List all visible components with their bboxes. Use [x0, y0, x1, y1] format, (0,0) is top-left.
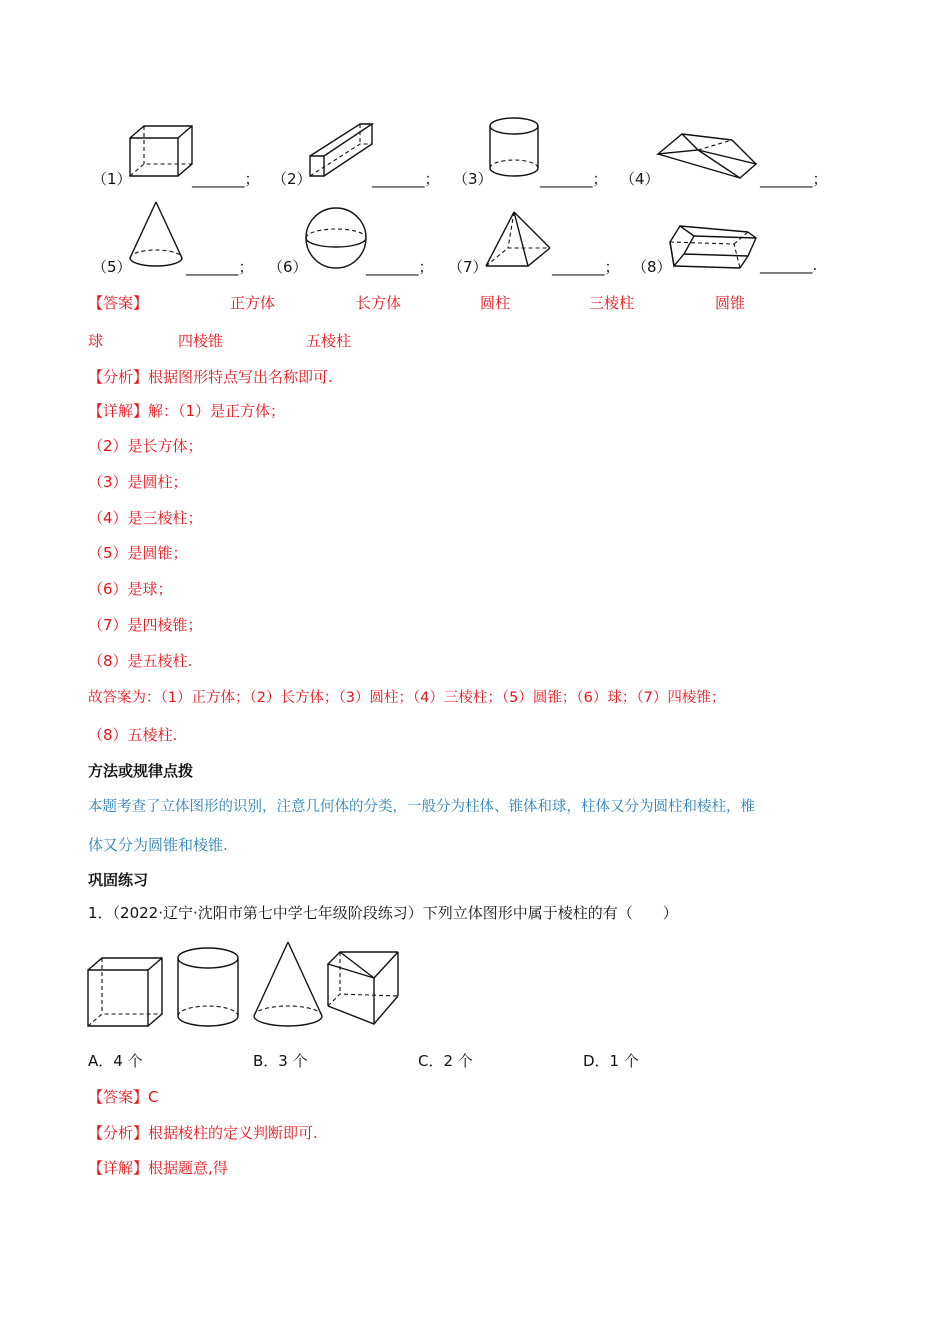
q-label-6: （6） [268, 258, 308, 276]
detail-line-1: 【详解】解：（1）是正方体； [88, 402, 286, 420]
practice-triangular-prism-figure [326, 950, 402, 1026]
practice-cone-figure [252, 940, 324, 1028]
practice-answer: 【答案】C [88, 1088, 159, 1106]
answer-item-2: 长方体 [356, 294, 402, 312]
practice-cube-figure [86, 956, 166, 1030]
answer-item-1: 正方体 [230, 294, 276, 312]
square-pyramid-figure [484, 210, 552, 270]
q-label-7: （7） [448, 258, 488, 276]
answer-tag: 【答案】 [88, 294, 149, 312]
option-d[interactable]: D．1 个 [583, 1052, 639, 1070]
detail-line-2: （2）是长方体； [88, 437, 203, 455]
option-b[interactable]: B．3 个 [253, 1052, 308, 1070]
question-1: 1．（2022·辽宁·沈阳市第七中学七年级阶段练习）下列立体图形中属于棱柱的有（ ） [88, 904, 678, 922]
q-label-8: （8） [632, 258, 672, 276]
cylinder-figure [488, 116, 542, 180]
triangular-prism-figure [656, 132, 760, 180]
method-line-1: 本题考查了立体图形的识别，注意几何体的分类，一般分为柱体、锥体和球，柱体又分为圆柱和棱柱，椎 [88, 799, 755, 815]
cuboid-figure [308, 122, 374, 178]
answer-blank-4[interactable]: _______； [760, 170, 828, 188]
answer-blank-2[interactable]: _______； [372, 170, 440, 188]
answer-blank-8[interactable]: _______. [760, 256, 818, 274]
answer-item-6: 球 [88, 332, 104, 350]
method-line-2: 体又分为圆锥和棱锥. [88, 836, 228, 854]
practice-detail: 【详解】根据题意,得 [88, 1159, 228, 1177]
detail-line-4: （4）是三棱柱； [88, 509, 203, 527]
cube-figure [128, 124, 194, 180]
answer-item-5: 圆锥 [715, 294, 746, 312]
detail-line-8: （8）是五棱柱. [88, 652, 193, 670]
answer-item-8: 五棱柱 [306, 332, 352, 350]
detail-line-7: （7）是四棱锥； [88, 616, 203, 634]
detail-line-5: （5）是圆锥； [88, 544, 188, 562]
option-a[interactable]: A．4 个 [88, 1052, 143, 1070]
q-label-2: （2） [272, 170, 312, 188]
answer-item-7: 四棱锥 [178, 332, 224, 350]
answer-blank-5[interactable]: _______； [186, 258, 254, 276]
detail-line-6: （6）是球； [88, 580, 173, 598]
sphere-figure [304, 206, 368, 270]
answer-blank-3[interactable]: _______； [540, 170, 608, 188]
q-label-4: （4） [620, 170, 660, 188]
q-label-5: （5） [92, 258, 132, 276]
conclusion-line-1: 故答案为：（1）正方体；（2）长方体；（3）圆柱；（4）三棱柱；（5）圆锥；（6）球；（7）四棱锥； [88, 690, 726, 706]
answer-item-3: 圆柱 [480, 294, 511, 312]
practice-heading: 巩固练习 [88, 871, 149, 889]
q-label-1: （1） [92, 170, 132, 188]
answer-blank-6[interactable]: _______； [366, 258, 434, 276]
conclusion-line-2: （8）五棱柱. [88, 726, 178, 744]
practice-cylinder-figure [176, 946, 242, 1030]
cone-figure [128, 200, 184, 270]
q-label-3: （3） [453, 170, 493, 188]
pentagonal-prism-figure [668, 222, 760, 270]
answer-blank-7[interactable]: _______； [552, 258, 620, 276]
answer-blank-1[interactable]: _______； [192, 170, 260, 188]
option-c[interactable]: C．2 个 [418, 1052, 473, 1070]
method-heading: 方法或规律点拨 [88, 762, 194, 780]
detail-line-3: （3）是圆柱； [88, 473, 188, 491]
analysis-line: 【分析】根据图形特点写出名称即可. [88, 368, 333, 386]
practice-analysis: 【分析】根据棱柱的定义判断即可. [88, 1124, 318, 1142]
answer-item-4: 三棱柱 [589, 294, 635, 312]
